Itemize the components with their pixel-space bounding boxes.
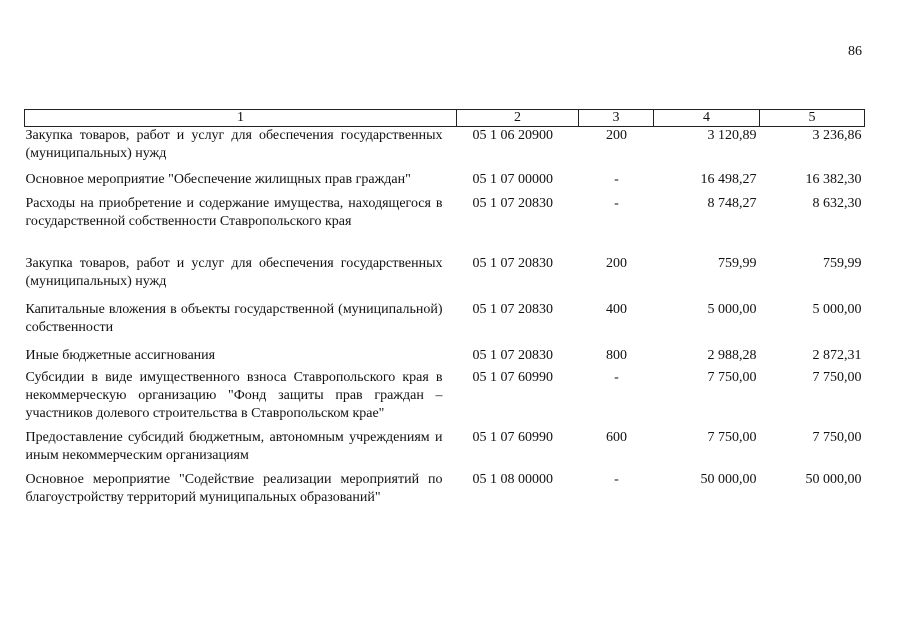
row-code: 05 1 07 20830 [472,348,553,363]
table-row [25,255,865,301]
table-row [25,127,865,166]
row-amount-col5: 8 632,30 [812,196,862,211]
row-expense-type: 800 [606,348,627,363]
header-col-4: 4 [654,110,760,127]
table-row [25,471,865,511]
row-name: Закупка товаров, работ и услуг для обеспечения государственных (муниципальных) нужд [25,256,443,289]
row-amount-col4: 759,99 [718,256,757,271]
row-expense-type: - [614,472,619,487]
row-code: 05 1 07 60990 [472,430,553,445]
row-name: Закупка товаров, работ и услуг для обеспечения государственных (муниципальных) нужд [25,128,443,161]
row-amount-col5: 7 750,00 [812,430,862,445]
row-code: 05 1 08 00000 [472,472,553,487]
row-code: 05 1 07 60990 [472,370,553,385]
row-amount-col5: 2 872,31 [812,348,862,363]
header-col-2: 2 [457,110,579,127]
table-row [25,189,865,255]
row-code: 05 1 06 20900 [472,128,553,143]
row-amount-col5: 7 750,00 [812,370,862,385]
table-body [25,127,865,512]
row-code: 05 1 07 20830 [472,302,553,317]
budget-table [24,109,865,511]
row-expense-type: 200 [606,128,627,143]
table-header [25,110,865,127]
row-amount-col5: 50 000,00 [805,472,862,487]
row-name: Основное мероприятие "Обеспечение жилищных прав граждан" [25,172,411,187]
row-amount-col5: 3 236,86 [812,128,862,143]
table-row [25,429,865,471]
row-amount-col4: 5 000,00 [707,302,757,317]
row-amount-col4: 50 000,00 [700,472,757,487]
row-amount-col4: 7 750,00 [707,370,757,385]
row-name: Предоставление субсидий бюджетным, автономным учреждениям и иным некоммерческим организациям [25,430,443,463]
row-expense-type: - [614,196,619,211]
row-amount-col4: 3 120,89 [707,128,757,143]
table-row [25,369,865,429]
row-amount-col5: 5 000,00 [812,302,862,317]
row-name: Основное мероприятие "Содействие реализации мероприятий по благоустройству территорий муниципальных образований" [25,472,443,505]
row-name: Капитальные вложения в объекты государственной (муниципальной) собственности [25,302,443,335]
row-amount-col5: 16 382,30 [805,172,862,187]
row-amount-col5: 759,99 [823,256,862,271]
header-col-5: 5 [760,110,865,127]
row-amount-col4: 2 988,28 [707,348,757,363]
row-name: Субсидии в виде имущественного взноса Ставропольского края в некоммерческую организацию "Фонд защиты прав граждан – участников долевого строительства в Ставропольском крае" [25,370,443,421]
row-name: Расходы на приобретение и содержание имущества, находящегося в государственной собственности Ставропольского края [25,196,443,229]
row-expense-type: - [614,172,619,187]
page-number: 86 [848,44,862,59]
table-row [25,347,865,369]
row-expense-type: 200 [606,256,627,271]
row-name: Иные бюджетные ассигнования [25,348,216,363]
header-col-1: 1 [25,110,457,127]
row-amount-col4: 8 748,27 [707,196,757,211]
row-expense-type: 600 [606,430,627,445]
row-expense-type: 400 [606,302,627,317]
table-row [25,301,865,347]
table-row [25,165,865,189]
header-row [25,110,865,127]
row-code: 05 1 07 00000 [472,172,553,187]
row-expense-type: - [614,370,619,385]
header-col-3: 3 [579,110,654,127]
row-amount-col4: 16 498,27 [700,172,757,187]
row-code: 05 1 07 20830 [472,256,553,271]
row-amount-col4: 7 750,00 [707,430,757,445]
row-code: 05 1 07 20830 [472,196,553,211]
